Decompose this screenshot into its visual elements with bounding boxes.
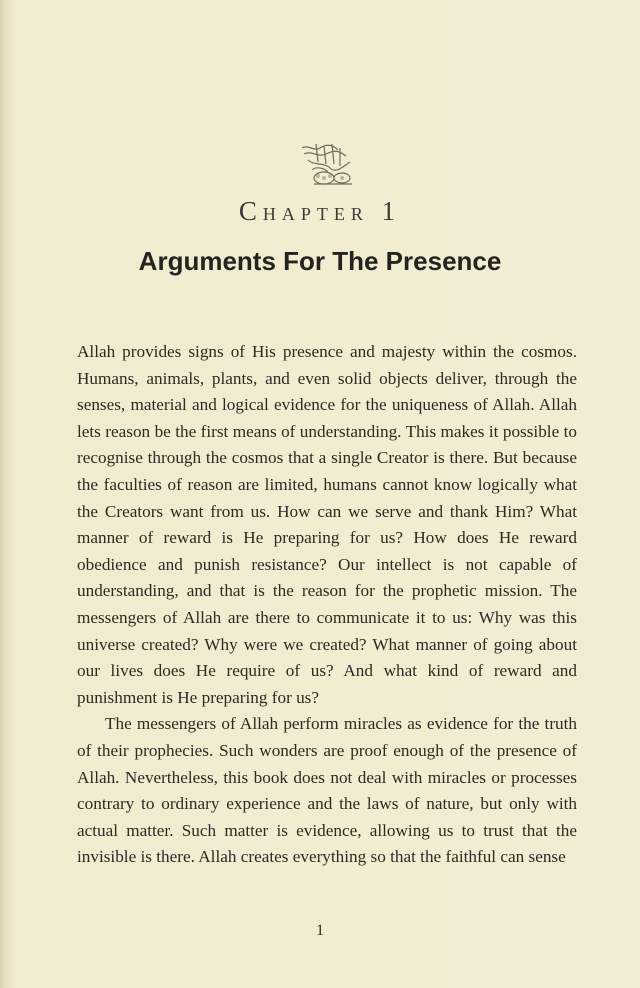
chapter-title: Arguments For The Presence bbox=[138, 246, 502, 276]
paragraph-2: The messengers of Allah perform miracles as evidence for the truth of their prophecies. Such wonders are proof enough of the presence of Allah. Nevertheless, this book does not deal with miracles or processes contrary to ordinary experience and the laws of nature, but only with actual matter. Such matter is evidence, allowing us to trust that the invisible is there. Allah creates everything so that the faithful can sense bbox=[77, 714, 577, 867]
chapter-number: 1 bbox=[381, 196, 402, 226]
ornament-icon bbox=[294, 140, 360, 190]
chapter-label bbox=[0, 196, 640, 227]
body-text bbox=[77, 339, 577, 871]
paragraph-1: Allah provides signs of His presence and majesty within the cosmos. Humans, animals, plants, and even solid objects deliver, through the senses, material and logical evidence for the uniqueness of Allah. Allah lets reason be the first means of understanding. This makes it possible to recognise through the cosmos that a single Creator is there. But because the faculties of reason are limited, humans cannot know logically what the Creators want from us. How can we serve and thank Him? What manner of reward is He preparing for us? How does He reward obedience and punish resistance? Our intellect is not capable of understanding, and that is the reason for the prophetic mission. The messengers of Allah are there to communicate it to us: Why was this universe created? Why were we created? What manner of going about our lives does He require of us? And what kind of reward and punishment is He preparing for us? bbox=[77, 342, 577, 707]
chapter-label-initial: C bbox=[238, 196, 263, 226]
chapter-label-rest: HAPTER bbox=[262, 204, 369, 224]
page-number: 1 bbox=[316, 922, 324, 939]
